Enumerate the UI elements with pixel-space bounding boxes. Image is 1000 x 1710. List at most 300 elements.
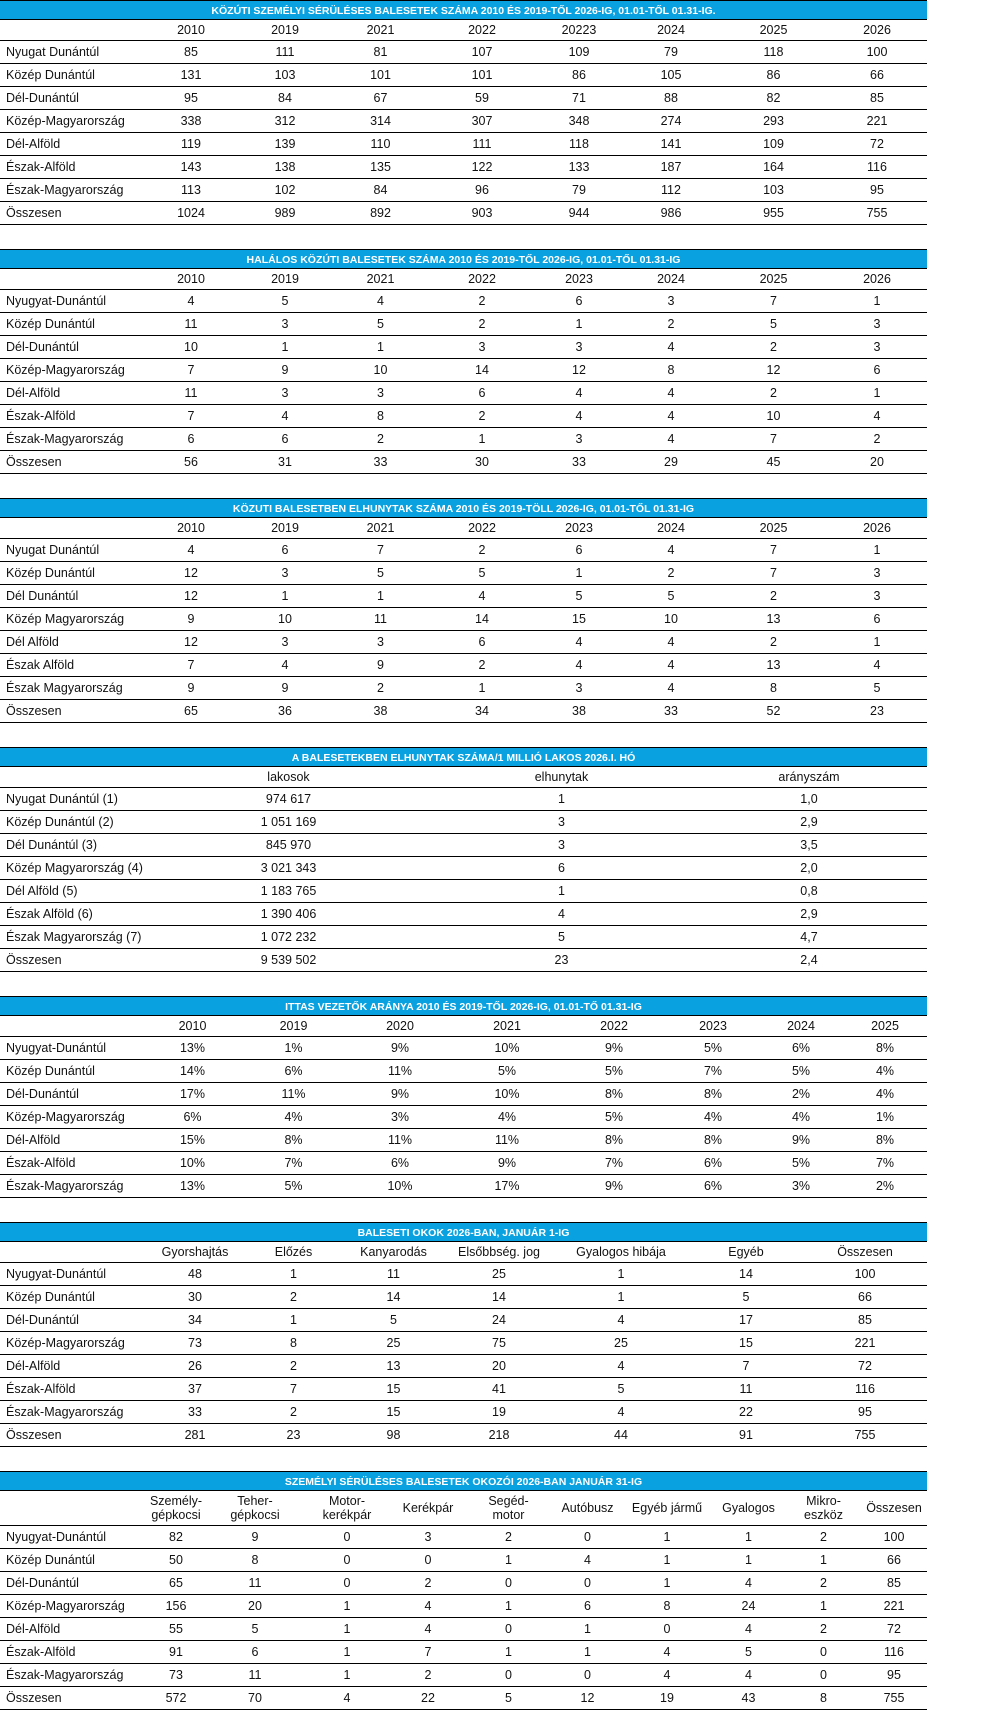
table-cell: 8 bbox=[333, 405, 428, 428]
section-title: ITTAS VEZETŐK ARÁNYA 2010 ÉS 2019-TŐL 2026-IG, 01.01-TŐ 01.31-IG bbox=[0, 996, 927, 1016]
table-cell: 4 bbox=[827, 654, 927, 677]
table-cell: 1 bbox=[786, 1595, 861, 1618]
table-cell: 10 bbox=[237, 608, 333, 631]
table-cell: 2,4 bbox=[691, 949, 927, 972]
table-row bbox=[0, 313, 927, 336]
table-cell: 33 bbox=[536, 451, 622, 474]
table-cell: 10% bbox=[453, 1083, 561, 1106]
table-cell: 4 bbox=[622, 539, 720, 562]
table-cell: 6% bbox=[667, 1152, 759, 1175]
table-cell: 10 bbox=[622, 608, 720, 631]
row-label: Dél-Alföld bbox=[0, 1618, 145, 1641]
table-cell: 122 bbox=[428, 156, 536, 179]
table-cell: 9 539 502 bbox=[145, 949, 432, 972]
row-label: Közép-Magyarország bbox=[0, 359, 145, 382]
row-label: Közép Dunántúl bbox=[0, 1286, 145, 1309]
table-cell: 9% bbox=[347, 1037, 453, 1060]
table-cell: 45 bbox=[720, 451, 827, 474]
table-cell: 1 bbox=[237, 585, 333, 608]
column-header: 2010 bbox=[145, 20, 237, 41]
column-header: 2025 bbox=[720, 20, 827, 41]
table-cell: 96 bbox=[428, 179, 536, 202]
column-header: 2010 bbox=[145, 269, 237, 290]
column-header: Egyéb jármű bbox=[623, 1491, 711, 1526]
table-cell: 0 bbox=[303, 1549, 391, 1572]
table-cell: 1,0 bbox=[691, 788, 927, 811]
column-header: 2021 bbox=[453, 1016, 561, 1037]
table-cell: 66 bbox=[827, 64, 927, 87]
table-cell: 6 bbox=[207, 1641, 303, 1664]
table-cell: 14 bbox=[342, 1286, 445, 1309]
table-cell: 31 bbox=[237, 451, 333, 474]
column-header: Elsőbbség. jog bbox=[445, 1242, 553, 1263]
table-cell: 95 bbox=[145, 87, 237, 110]
table-cell: 4% bbox=[453, 1106, 561, 1129]
table-cell: 2 bbox=[428, 405, 536, 428]
table-cell: 307 bbox=[428, 110, 536, 133]
table-cell: 95 bbox=[827, 179, 927, 202]
table-cell: 4 bbox=[622, 382, 720, 405]
table-cell: 4 bbox=[622, 405, 720, 428]
table-cell: 24 bbox=[711, 1595, 786, 1618]
table-cell: 103 bbox=[720, 179, 827, 202]
column-header: Egyéb bbox=[689, 1242, 803, 1263]
total-row bbox=[0, 1424, 927, 1447]
table-cell: 100 bbox=[861, 1526, 927, 1549]
table-cell: 2 bbox=[786, 1526, 861, 1549]
row-label: Dél Dunántúl bbox=[0, 585, 145, 608]
table-cell: 30 bbox=[428, 451, 536, 474]
table-cell: 1 390 406 bbox=[145, 903, 432, 926]
data-table bbox=[0, 1016, 927, 1198]
table-cell: 4 bbox=[428, 585, 536, 608]
table-cell: 4 bbox=[553, 1309, 689, 1332]
section-title: KÖZÚTI SZEMÉLYI SÉRÜLÉSES BALESETEK SZÁMA 2010 ÉS 2019-TŐL 2026-IG, 01.01-TŐL 01.31-IG. bbox=[0, 0, 927, 20]
table-row bbox=[0, 428, 927, 451]
table-cell: 7 bbox=[689, 1355, 803, 1378]
table-cell: 6% bbox=[145, 1106, 240, 1129]
table-cell: 8% bbox=[240, 1129, 347, 1152]
section-title: KÖZUTI BALESETBEN ELHUNYTAK SZÁMA 2010 ÉS 2019-TÖLL 2026-IG, 01.01-TŐL 01.31-IG bbox=[0, 498, 927, 518]
column-header: Mikro- eszköz bbox=[786, 1491, 861, 1526]
table-row bbox=[0, 1526, 927, 1549]
table-cell: 9 bbox=[207, 1526, 303, 1549]
table-cell: 1 bbox=[623, 1549, 711, 1572]
table-cell: 955 bbox=[720, 202, 827, 225]
table-cell: 1% bbox=[240, 1037, 347, 1060]
table-cell: 4 bbox=[237, 405, 333, 428]
table-cell: 3 bbox=[428, 336, 536, 359]
table-cell: 22 bbox=[689, 1401, 803, 1424]
table-cell: 4% bbox=[240, 1106, 347, 1129]
table-cell: 1 bbox=[245, 1309, 342, 1332]
table-cell: 4 bbox=[622, 631, 720, 654]
table-cell: 1 bbox=[827, 382, 927, 405]
table-cell: 11% bbox=[347, 1060, 453, 1083]
table-cell: 38 bbox=[536, 700, 622, 723]
table-cell: 5 bbox=[428, 562, 536, 585]
column-header: 2022 bbox=[428, 269, 536, 290]
column-header: 2026 bbox=[827, 518, 927, 539]
table-cell: 12 bbox=[720, 359, 827, 382]
table-cell: 5% bbox=[561, 1060, 667, 1083]
table-cell: 95 bbox=[803, 1401, 927, 1424]
table-cell: 5 bbox=[465, 1687, 552, 1710]
table-cell: 112 bbox=[622, 179, 720, 202]
table-cell: 25 bbox=[342, 1332, 445, 1355]
column-header: 20223 bbox=[536, 20, 622, 41]
table-cell: 1 bbox=[465, 1549, 552, 1572]
table-cell: 0 bbox=[303, 1572, 391, 1595]
table-cell: 11 bbox=[145, 313, 237, 336]
table-cell: 6 bbox=[827, 608, 927, 631]
row-label: Dél-Dunántúl bbox=[0, 336, 145, 359]
table-cell: 73 bbox=[145, 1332, 245, 1355]
table-cell: 138 bbox=[237, 156, 333, 179]
table-cell: 4% bbox=[667, 1106, 759, 1129]
row-label: Közép-Magyarország bbox=[0, 1106, 145, 1129]
data-table bbox=[0, 1491, 927, 1710]
table-cell: 13% bbox=[145, 1037, 240, 1060]
table-cell: 0 bbox=[552, 1526, 623, 1549]
total-row bbox=[0, 949, 927, 972]
table-cell: 4 bbox=[622, 677, 720, 700]
table-cell: 5 bbox=[553, 1378, 689, 1401]
table-cell: 5 bbox=[333, 562, 428, 585]
table-cell: 2 bbox=[465, 1526, 552, 1549]
column-header: 2025 bbox=[720, 518, 827, 539]
table-cell: 1 bbox=[623, 1572, 711, 1595]
row-label: Közép-Magyarország bbox=[0, 110, 145, 133]
table-cell: 4 bbox=[391, 1618, 465, 1641]
table-cell: 4 bbox=[333, 290, 428, 313]
table-cell: 36 bbox=[237, 700, 333, 723]
table-cell: 15 bbox=[536, 608, 622, 631]
table-cell: 0 bbox=[465, 1618, 552, 1641]
table-cell: 38 bbox=[333, 700, 428, 723]
header-corner bbox=[0, 1242, 145, 1263]
row-label: Közép Magyarország (4) bbox=[0, 857, 145, 880]
table-cell: 755 bbox=[861, 1687, 927, 1710]
table-cell: 4 bbox=[553, 1401, 689, 1424]
table-cell: 2% bbox=[759, 1083, 843, 1106]
table-cell: 1 bbox=[536, 313, 622, 336]
column-header: 2021 bbox=[333, 269, 428, 290]
table-cell: 9% bbox=[759, 1129, 843, 1152]
table-cell: 6 bbox=[536, 539, 622, 562]
table-row bbox=[0, 903, 927, 926]
table-cell: 348 bbox=[536, 110, 622, 133]
table-cell: 4% bbox=[759, 1106, 843, 1129]
table-cell: 2,9 bbox=[691, 811, 927, 834]
table-cell: 131 bbox=[145, 64, 237, 87]
column-header: 2010 bbox=[145, 518, 237, 539]
table-cell: 139 bbox=[237, 133, 333, 156]
table-cell: 55 bbox=[145, 1618, 207, 1641]
table-cell: 2 bbox=[786, 1618, 861, 1641]
row-label: Észak Magyarország (7) bbox=[0, 926, 145, 949]
table-cell: 11% bbox=[347, 1129, 453, 1152]
column-header: 2023 bbox=[667, 1016, 759, 1037]
header-row bbox=[0, 518, 927, 539]
table-cell: 5 bbox=[237, 290, 333, 313]
table-row bbox=[0, 1401, 927, 1424]
table-cell: 3 bbox=[827, 585, 927, 608]
table-cell: 116 bbox=[861, 1641, 927, 1664]
table-cell: 7% bbox=[843, 1152, 927, 1175]
table-cell: 8% bbox=[843, 1037, 927, 1060]
table-cell: 65 bbox=[145, 700, 237, 723]
row-label: Közép Dunántúl (2) bbox=[0, 811, 145, 834]
table-cell: 989 bbox=[237, 202, 333, 225]
table-cell: 81 bbox=[333, 41, 428, 64]
table-cell: 0 bbox=[552, 1664, 623, 1687]
table-cell: 2 bbox=[622, 562, 720, 585]
table-cell: 10% bbox=[347, 1175, 453, 1198]
table-cell: 1 bbox=[552, 1641, 623, 1664]
table-cell: 5% bbox=[561, 1106, 667, 1129]
table-cell: 3,5 bbox=[691, 834, 927, 857]
row-label: Közép Dunántúl bbox=[0, 64, 145, 87]
table-cell: 5 bbox=[711, 1641, 786, 1664]
column-header: Kerékpár bbox=[391, 1491, 465, 1526]
table-cell: 4 bbox=[303, 1687, 391, 1710]
table-cell: 4 bbox=[552, 1549, 623, 1572]
total-row bbox=[0, 202, 927, 225]
table-row bbox=[0, 156, 927, 179]
row-label: Közép Dunántúl bbox=[0, 562, 145, 585]
table-cell: 8 bbox=[207, 1549, 303, 1572]
table-row bbox=[0, 1664, 927, 1687]
total-row bbox=[0, 1687, 927, 1710]
table-cell: 118 bbox=[536, 133, 622, 156]
table-cell: 12 bbox=[536, 359, 622, 382]
table-cell: 98 bbox=[342, 1424, 445, 1447]
table-cell: 59 bbox=[428, 87, 536, 110]
table-row bbox=[0, 382, 927, 405]
table-cell: 79 bbox=[622, 41, 720, 64]
table-cell: 2 bbox=[720, 585, 827, 608]
total-row bbox=[0, 451, 927, 474]
table-cell: 1 bbox=[428, 677, 536, 700]
table-cell: 8 bbox=[720, 677, 827, 700]
table-cell: 41 bbox=[445, 1378, 553, 1401]
table-cell: 164 bbox=[720, 156, 827, 179]
table-cell: 1 bbox=[552, 1618, 623, 1641]
table-cell: 25 bbox=[553, 1332, 689, 1355]
header-row bbox=[0, 20, 927, 41]
table-cell: 15 bbox=[342, 1378, 445, 1401]
table-cell: 95 bbox=[861, 1664, 927, 1687]
table-row bbox=[0, 87, 927, 110]
table-cell: 5 bbox=[342, 1309, 445, 1332]
row-label: Összesen bbox=[0, 949, 145, 972]
table-cell: 274 bbox=[622, 110, 720, 133]
table-cell: 66 bbox=[861, 1549, 927, 1572]
table-cell: 8 bbox=[622, 359, 720, 382]
table-cell: 109 bbox=[536, 41, 622, 64]
table-row bbox=[0, 608, 927, 631]
table-cell: 85 bbox=[803, 1309, 927, 1332]
table-cell: 12 bbox=[145, 585, 237, 608]
table-cell: 0,8 bbox=[691, 880, 927, 903]
table-cell: 113 bbox=[145, 179, 237, 202]
table-cell: 1 bbox=[711, 1549, 786, 1572]
data-table bbox=[0, 269, 927, 474]
column-header: arányszám bbox=[691, 767, 927, 788]
column-header: 2019 bbox=[237, 20, 333, 41]
table-cell: 72 bbox=[803, 1355, 927, 1378]
table-cell: 72 bbox=[861, 1618, 927, 1641]
table-cell: 19 bbox=[445, 1401, 553, 1424]
table-cell: 8% bbox=[843, 1129, 927, 1152]
table-cell: 2 bbox=[391, 1572, 465, 1595]
row-label: Összesen bbox=[0, 1687, 145, 1710]
row-label: Nyugyat-Dunántúl bbox=[0, 1526, 145, 1549]
table-cell: 3 bbox=[237, 631, 333, 654]
table-cell: 4 bbox=[623, 1641, 711, 1664]
table-cell: 218 bbox=[445, 1424, 553, 1447]
table-cell: 116 bbox=[803, 1378, 927, 1401]
column-header: Gyalogos hibája bbox=[553, 1242, 689, 1263]
row-label: Dél-Alföld bbox=[0, 382, 145, 405]
table-cell: 19 bbox=[623, 1687, 711, 1710]
header-corner bbox=[0, 269, 145, 290]
table-cell: 0 bbox=[391, 1549, 465, 1572]
table-cell: 4 bbox=[237, 654, 333, 677]
header-corner bbox=[0, 20, 145, 41]
table-cell: 1 bbox=[553, 1263, 689, 1286]
table-cell: 4 bbox=[711, 1664, 786, 1687]
column-header: elhunytak bbox=[432, 767, 691, 788]
row-label: Dél-Alföld bbox=[0, 1129, 145, 1152]
table-cell: 91 bbox=[689, 1424, 803, 1447]
row-label: Észak-Alföld bbox=[0, 1641, 145, 1664]
data-table bbox=[0, 1242, 927, 1447]
table-cell: 133 bbox=[536, 156, 622, 179]
row-label: Észak-Alföld bbox=[0, 405, 145, 428]
table-row bbox=[0, 1332, 927, 1355]
table-cell: 2 bbox=[245, 1286, 342, 1309]
table-cell: 10% bbox=[453, 1037, 561, 1060]
table-cell: 4 bbox=[622, 654, 720, 677]
table-cell: 7 bbox=[145, 405, 237, 428]
table-cell: 14% bbox=[145, 1060, 240, 1083]
table-cell: 75 bbox=[445, 1332, 553, 1355]
section-title: A BALESETEKBEN ELHUNYTAK SZÁMA/1 MILLIÓ LAKOS 2026.I. HÓ bbox=[0, 747, 927, 767]
table-cell: 2 bbox=[245, 1401, 342, 1424]
table-cell: 0 bbox=[552, 1572, 623, 1595]
table-cell: 9% bbox=[453, 1152, 561, 1175]
table-cell: 845 970 bbox=[145, 834, 432, 857]
column-header: 2025 bbox=[720, 269, 827, 290]
table-row bbox=[0, 1572, 927, 1595]
table-cell: 1 bbox=[786, 1549, 861, 1572]
table-cell: 10% bbox=[145, 1152, 240, 1175]
table-cell: 338 bbox=[145, 110, 237, 133]
table-cell: 11 bbox=[145, 382, 237, 405]
table-cell: 2 bbox=[245, 1355, 342, 1378]
table-cell: 2 bbox=[720, 336, 827, 359]
table-cell: 101 bbox=[333, 64, 428, 87]
column-header: 2021 bbox=[333, 518, 428, 539]
table-row bbox=[0, 788, 927, 811]
table-cell: 4 bbox=[145, 539, 237, 562]
table-cell: 82 bbox=[720, 87, 827, 110]
table-cell: 1 bbox=[465, 1595, 552, 1618]
column-header: Teher- gépkocsi bbox=[207, 1491, 303, 1526]
table-cell: 17 bbox=[689, 1309, 803, 1332]
table-cell: 143 bbox=[145, 156, 237, 179]
table-cell: 85 bbox=[827, 87, 927, 110]
table-cell: 1 bbox=[827, 631, 927, 654]
row-label: Dél Alföld (5) bbox=[0, 880, 145, 903]
table-cell: 3 bbox=[827, 313, 927, 336]
table-cell: 11% bbox=[240, 1083, 347, 1106]
table-cell: 33 bbox=[145, 1401, 245, 1424]
table-cell: 6 bbox=[827, 359, 927, 382]
header-corner bbox=[0, 518, 145, 539]
table-cell: 10 bbox=[145, 336, 237, 359]
table-row bbox=[0, 1152, 927, 1175]
table-cell: 100 bbox=[827, 41, 927, 64]
table-cell: 1 051 169 bbox=[145, 811, 432, 834]
row-label: Észak-Alföld bbox=[0, 156, 145, 179]
table-cell: 3 bbox=[827, 336, 927, 359]
column-header: 2023 bbox=[536, 518, 622, 539]
table-cell: 5 bbox=[536, 585, 622, 608]
table-cell: 50 bbox=[145, 1549, 207, 1572]
table-cell: 110 bbox=[333, 133, 428, 156]
table-cell: 15% bbox=[145, 1129, 240, 1152]
row-label: Nyugat Dunántúl (1) bbox=[0, 788, 145, 811]
header-row bbox=[0, 1016, 927, 1037]
table-cell: 5 bbox=[207, 1618, 303, 1641]
row-label: Összesen bbox=[0, 1424, 145, 1447]
table-cell: 86 bbox=[720, 64, 827, 87]
table-cell: 14 bbox=[428, 608, 536, 631]
column-header: Autóbusz bbox=[552, 1491, 623, 1526]
table-row bbox=[0, 179, 927, 202]
row-label: Észak-Magyarország bbox=[0, 179, 145, 202]
table-cell: 8% bbox=[667, 1129, 759, 1152]
table-cell: 8 bbox=[623, 1595, 711, 1618]
table-cell: 111 bbox=[428, 133, 536, 156]
table-cell: 5 bbox=[432, 926, 691, 949]
table-row bbox=[0, 834, 927, 857]
table-cell: 5 bbox=[689, 1286, 803, 1309]
row-label: Dél-Dunántúl bbox=[0, 1309, 145, 1332]
table-cell: 4 bbox=[536, 654, 622, 677]
table-cell: 1 bbox=[303, 1618, 391, 1641]
table-cell: 1 bbox=[428, 428, 536, 451]
table-cell: 102 bbox=[237, 179, 333, 202]
table-cell: 0 bbox=[465, 1664, 552, 1687]
table-cell: 135 bbox=[333, 156, 428, 179]
table-cell: 72 bbox=[827, 133, 927, 156]
table-cell: 2,0 bbox=[691, 857, 927, 880]
section-6 bbox=[0, 1222, 927, 1447]
table-cell: 33 bbox=[333, 451, 428, 474]
table-cell: 12 bbox=[145, 562, 237, 585]
table-cell: 8 bbox=[786, 1687, 861, 1710]
table-cell: 1 bbox=[245, 1263, 342, 1286]
table-cell: 84 bbox=[333, 179, 428, 202]
table-row bbox=[0, 880, 927, 903]
table-cell: 974 617 bbox=[145, 788, 432, 811]
table-row bbox=[0, 1263, 927, 1286]
section-2 bbox=[0, 249, 927, 474]
